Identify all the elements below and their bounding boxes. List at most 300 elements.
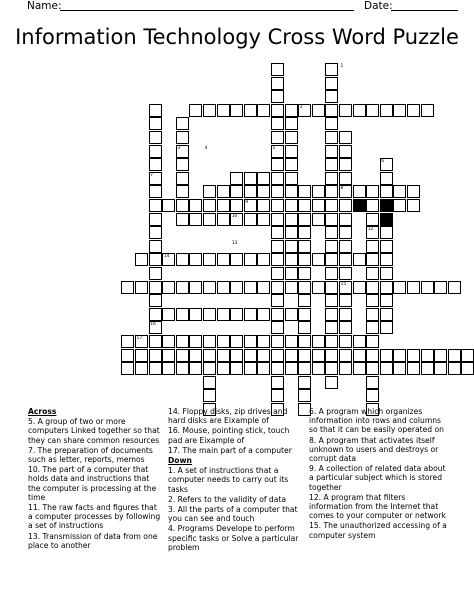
crossword-cell[interactable] (298, 376, 311, 389)
crossword-cell[interactable] (325, 172, 338, 185)
crossword-cell[interactable] (434, 362, 447, 375)
clue-number-5: 5 (272, 145, 276, 151)
crossword-cell[interactable] (271, 158, 284, 171)
crossword-cell[interactable] (325, 199, 338, 212)
crossword-cell[interactable] (271, 199, 284, 212)
crossword-cell[interactable] (162, 281, 175, 294)
crossword-cell[interactable] (380, 253, 393, 266)
crossword-cell[interactable] (366, 185, 379, 198)
crossword-cell[interactable] (217, 308, 230, 321)
crossword-cell[interactable] (366, 104, 379, 117)
crossword-cell[interactable] (135, 349, 148, 362)
crossword-cell[interactable] (149, 158, 162, 171)
clue-down-15: 15. The unauthorized accessing of a computer system (309, 521, 447, 540)
crossword-cell[interactable] (312, 213, 325, 226)
crossword-cell[interactable] (380, 308, 393, 321)
crossword-cell[interactable] (285, 281, 298, 294)
crossword-cell[interactable] (203, 104, 216, 117)
crossword-cell[interactable] (298, 267, 311, 280)
crossword-cell[interactable] (176, 253, 189, 266)
crossword-cell[interactable] (203, 389, 216, 402)
crossword-cell[interactable] (366, 267, 379, 280)
down-heading: Down (168, 456, 192, 466)
crossword-cell[interactable] (162, 362, 175, 375)
crossword-cell[interactable] (353, 362, 366, 375)
crossword-cell[interactable] (244, 281, 257, 294)
crossword-cell[interactable] (285, 240, 298, 253)
crossword-cell[interactable] (271, 172, 284, 185)
crossword-cell[interactable] (421, 349, 434, 362)
crossword-cell[interactable] (325, 104, 338, 117)
crossword-cell[interactable] (271, 321, 284, 334)
page-title: Information Technology Cross Word Puzzle (15, 25, 459, 49)
crossword-cell[interactable] (407, 281, 420, 294)
crossword-cell[interactable] (325, 321, 338, 334)
crossword-cell[interactable] (176, 199, 189, 212)
crossword-cell[interactable] (203, 185, 216, 198)
crossword-cell[interactable] (339, 104, 352, 117)
crossword-cell[interactable] (149, 349, 162, 362)
crossword-cell[interactable] (380, 267, 393, 280)
crossword-cell[interactable] (121, 362, 134, 375)
crossword-cell[interactable] (257, 349, 270, 362)
crossword-cell[interactable] (149, 199, 162, 212)
crossword-cell[interactable] (448, 349, 461, 362)
crossword-cell[interactable] (380, 185, 393, 198)
crossword-cell[interactable] (353, 253, 366, 266)
clue-across-16: 16. Mouse, pointing stick, touch pad are Eixample of (168, 426, 290, 445)
crossword-cell[interactable] (285, 145, 298, 158)
crossword-cell[interactable] (203, 213, 216, 226)
crossword-cell[interactable] (366, 335, 379, 348)
crossword-cell[interactable] (257, 362, 270, 375)
crossword-cell[interactable] (271, 267, 284, 280)
crossword-cell[interactable] (325, 349, 338, 362)
crossword-cell[interactable] (149, 240, 162, 253)
crossword-cell[interactable] (339, 253, 352, 266)
crossword-cell[interactable] (366, 240, 379, 253)
crossword-cell[interactable] (366, 349, 379, 362)
crossword-cell[interactable] (339, 131, 352, 144)
crossword-cell[interactable] (325, 77, 338, 90)
crossword-cell[interactable] (393, 199, 406, 212)
crossword-cell[interactable] (366, 376, 379, 389)
crossword-cell[interactable] (271, 281, 284, 294)
crossword-cell[interactable] (230, 104, 243, 117)
crossword-cell[interactable] (285, 104, 298, 117)
crossword-cell[interactable] (271, 213, 284, 226)
crossword-cell[interactable] (162, 199, 175, 212)
crossword-cell[interactable] (176, 117, 189, 130)
crossword-cell[interactable] (366, 362, 379, 375)
crossword-cell[interactable] (271, 335, 284, 348)
crossword-cell[interactable] (366, 308, 379, 321)
crossword-cell[interactable] (339, 172, 352, 185)
crossword-cell[interactable] (230, 185, 243, 198)
crossword-cell[interactable] (257, 281, 270, 294)
crossword-cell[interactable] (325, 362, 338, 375)
crossword-cell[interactable] (366, 253, 379, 266)
crossword-cell[interactable] (149, 117, 162, 130)
crossword-cell[interactable] (353, 281, 366, 294)
crossword-cell[interactable] (407, 185, 420, 198)
crossword-cell[interactable] (149, 253, 162, 266)
crossword-cell[interactable] (339, 349, 352, 362)
crossword-cell[interactable] (271, 117, 284, 130)
crossword-cell[interactable] (285, 362, 298, 375)
crossword-cell[interactable] (407, 104, 420, 117)
crossword-cell[interactable] (230, 335, 243, 348)
crossword-cell[interactable] (203, 281, 216, 294)
crossword-cell[interactable] (298, 253, 311, 266)
crossword-cell[interactable] (393, 362, 406, 375)
crossword-cell[interactable] (325, 281, 338, 294)
crossword-cell[interactable] (271, 349, 284, 362)
crossword-cell[interactable] (271, 185, 284, 198)
crossword-cell[interactable] (244, 362, 257, 375)
crossword-cell[interactable] (189, 335, 202, 348)
crossword-cell[interactable] (176, 131, 189, 144)
crossword-cell[interactable] (298, 185, 311, 198)
crossword-cell[interactable] (312, 281, 325, 294)
crossword-cell[interactable] (298, 389, 311, 402)
crossword-cell[interactable] (312, 362, 325, 375)
crossword-cell[interactable] (285, 349, 298, 362)
crossword-cell[interactable] (176, 349, 189, 362)
clue-across-7: 7. The preparation of documents such as letter, reports, memos (28, 445, 153, 465)
crossword-cell[interactable] (461, 362, 474, 375)
crossword-cell[interactable] (271, 294, 284, 307)
crossword-cell[interactable] (217, 281, 230, 294)
crossword-cell[interactable] (176, 213, 189, 226)
crossword-cell[interactable] (257, 199, 270, 212)
crossword-cell[interactable] (285, 267, 298, 280)
crossword-cell[interactable] (189, 308, 202, 321)
crossword-cell[interactable] (353, 185, 366, 198)
crossword-cell[interactable] (366, 281, 379, 294)
crossword-cell[interactable] (407, 362, 420, 375)
crossword-cell[interactable] (339, 362, 352, 375)
crossword-cell[interactable] (298, 335, 311, 348)
crossword-cell[interactable] (257, 185, 270, 198)
crossword-cell[interactable] (271, 90, 284, 103)
crossword-cell[interactable] (285, 226, 298, 239)
clue-number-2: 2 (299, 104, 303, 110)
crossword-cell[interactable] (271, 77, 284, 90)
crossword-cell[interactable] (298, 308, 311, 321)
crossword-cell[interactable] (271, 362, 284, 375)
crossword-cell[interactable] (325, 376, 338, 389)
crossword-cell[interactable] (353, 335, 366, 348)
crossword-cell[interactable] (217, 213, 230, 226)
crossword-cell[interactable] (149, 308, 162, 321)
crossword-cell[interactable] (285, 199, 298, 212)
crossword-cell[interactable] (176, 308, 189, 321)
crossword-cell[interactable] (312, 253, 325, 266)
crossword-cell[interactable] (162, 308, 175, 321)
crossword-cell[interactable] (230, 281, 243, 294)
crossword-cell[interactable] (257, 213, 270, 226)
crossword-cell[interactable] (149, 213, 162, 226)
crossword-cell[interactable] (230, 172, 243, 185)
crossword-cell[interactable] (217, 362, 230, 375)
crossword-cell[interactable] (339, 267, 352, 280)
crossword-cell[interactable] (189, 199, 202, 212)
crossword-cell[interactable] (366, 294, 379, 307)
crossword-cell[interactable] (298, 240, 311, 253)
crossword-cell[interactable] (325, 185, 338, 198)
crossword-cell[interactable] (176, 362, 189, 375)
crossword-cell[interactable] (298, 321, 311, 334)
crossword-cell[interactable] (298, 294, 311, 307)
crossword-cell[interactable] (285, 335, 298, 348)
crossword-cell[interactable] (149, 185, 162, 198)
crossword-cell[interactable] (149, 267, 162, 280)
crossword-cell[interactable] (325, 117, 338, 130)
crossword-cell[interactable] (312, 185, 325, 198)
crossword-cell[interactable] (203, 376, 216, 389)
crossword-black-cell (380, 199, 393, 212)
crossword-cell[interactable] (203, 253, 216, 266)
crossword-cell[interactable] (421, 362, 434, 375)
crossword-cell[interactable] (339, 145, 352, 158)
crossword-cell[interactable] (121, 281, 134, 294)
clues-column-3 (309, 407, 449, 541)
crossword-cell[interactable] (285, 117, 298, 130)
crossword-cell[interactable] (393, 281, 406, 294)
crossword-cell[interactable] (135, 253, 148, 266)
clue-down-2: 2. Refers to the validity of data (168, 494, 287, 504)
crossword-cell[interactable] (285, 131, 298, 144)
crossword-cell[interactable] (285, 158, 298, 171)
crossword-cell[interactable] (162, 335, 175, 348)
crossword-cell[interactable] (285, 185, 298, 198)
crossword-cell[interactable] (149, 226, 162, 239)
crossword-cell[interactable] (149, 362, 162, 375)
crossword-cell[interactable] (257, 335, 270, 348)
crossword-cell[interactable] (380, 349, 393, 362)
crossword-cell[interactable] (189, 253, 202, 266)
crossword-cell[interactable] (339, 240, 352, 253)
crossword-cell[interactable] (298, 213, 311, 226)
crossword-cell[interactable] (162, 349, 175, 362)
crossword-cell[interactable] (121, 349, 134, 362)
crossword-cell[interactable] (339, 213, 352, 226)
crossword-cell[interactable] (203, 199, 216, 212)
crossword-cell[interactable] (407, 199, 420, 212)
crossword-cell[interactable] (366, 389, 379, 402)
crossword-cell[interactable] (285, 308, 298, 321)
crossword-cell[interactable] (366, 199, 379, 212)
crossword-cell[interactable] (149, 145, 162, 158)
crossword-cell[interactable] (257, 172, 270, 185)
crossword-cell[interactable] (121, 335, 134, 348)
crossword-cell[interactable] (325, 63, 338, 76)
crossword-cell[interactable] (217, 349, 230, 362)
crossword-cell[interactable] (380, 281, 393, 294)
crossword-cell[interactable] (339, 294, 352, 307)
clue-number-17: 17 (136, 336, 143, 341)
clue-number-16: 16 (150, 322, 156, 328)
crossword-cell[interactable] (176, 185, 189, 198)
clue-number-9: 9 (245, 200, 249, 205)
crossword-cell[interactable] (230, 362, 243, 375)
clue-across-17: 17. The main part of a computer (168, 445, 292, 455)
name-field-line[interactable] (60, 10, 354, 11)
crossword-cell[interactable] (366, 321, 379, 334)
crossword-cell[interactable] (461, 349, 474, 362)
crossword-cell[interactable] (203, 308, 216, 321)
crossword-cell[interactable] (135, 281, 148, 294)
crossword-cell[interactable] (230, 308, 243, 321)
crossword-cell[interactable] (298, 362, 311, 375)
crossword-cell[interactable] (448, 362, 461, 375)
crossword-cell[interactable] (434, 349, 447, 362)
crossword-cell[interactable] (217, 199, 230, 212)
crossword-cell[interactable] (230, 199, 243, 212)
crossword-cell[interactable] (312, 199, 325, 212)
crossword-cell[interactable] (353, 349, 366, 362)
crossword-cell[interactable] (325, 240, 338, 253)
crossword-cell[interactable] (271, 389, 284, 402)
crossword-cell[interactable] (380, 321, 393, 334)
crossword-cell[interactable] (271, 226, 284, 239)
crossword-cell[interactable] (325, 90, 338, 103)
crossword-cell[interactable] (393, 104, 406, 117)
crossword-cell[interactable] (189, 213, 202, 226)
crossword-cell[interactable] (230, 349, 243, 362)
crossword-cell[interactable] (339, 199, 352, 212)
clue-number-12: 12 (367, 227, 374, 233)
crossword-cell[interactable] (217, 185, 230, 198)
crossword-cell[interactable] (380, 104, 393, 117)
crossword-cell[interactable] (257, 253, 270, 266)
crossword-cell[interactable] (380, 294, 393, 307)
crossword-cell[interactable] (257, 104, 270, 117)
crossword-cell[interactable] (312, 335, 325, 348)
clue-number-1: 1 (340, 64, 344, 69)
clue-number-10: 10 (231, 213, 238, 219)
crossword-cell[interactable] (285, 253, 298, 266)
crossword-cell[interactable] (339, 335, 352, 348)
crossword-cell[interactable] (149, 104, 162, 117)
date-label: Date: (364, 0, 393, 12)
crossword-cell[interactable] (325, 158, 338, 171)
crossword-cell[interactable] (393, 185, 406, 198)
crossword-cell[interactable] (407, 349, 420, 362)
crossword-cell[interactable] (189, 349, 202, 362)
crossword-cell[interactable] (230, 253, 243, 266)
crossword-cell[interactable] (176, 281, 189, 294)
crossword-cell[interactable] (203, 335, 216, 348)
crossword-cell[interactable] (380, 172, 393, 185)
crossword-cell[interactable] (448, 281, 461, 294)
crossword-cell[interactable] (135, 362, 148, 375)
crossword-cell[interactable] (285, 172, 298, 185)
crossword-cell[interactable] (271, 308, 284, 321)
clue-number-13: 13 (231, 240, 238, 246)
crossword-cell[interactable] (285, 213, 298, 226)
crossword-cell[interactable] (325, 226, 338, 239)
crossword-cell[interactable] (271, 131, 284, 144)
crossword-cell[interactable] (434, 281, 447, 294)
crossword-cell[interactable] (312, 104, 325, 117)
crossword-cell[interactable] (176, 172, 189, 185)
crossword-cell[interactable] (271, 240, 284, 253)
crossword-cell[interactable] (271, 376, 284, 389)
crossword-cell[interactable] (217, 335, 230, 348)
crossword-cell[interactable] (244, 104, 257, 117)
crossword-cell[interactable] (380, 226, 393, 239)
crossword-cell[interactable] (149, 131, 162, 144)
crossword-cell[interactable] (189, 281, 202, 294)
crossword-cell[interactable] (244, 185, 257, 198)
crossword-cell[interactable] (380, 240, 393, 253)
crossword-cell[interactable] (189, 104, 202, 117)
crossword-cell[interactable] (244, 213, 257, 226)
crossword-cell[interactable] (353, 104, 366, 117)
crossword-cell[interactable] (149, 335, 162, 348)
clue-down-1: 1. A set of instructions that a computer needs to carry out its tasks (168, 466, 289, 494)
crossword-cell[interactable] (149, 294, 162, 307)
crossword-cell[interactable] (325, 145, 338, 158)
crossword-cell[interactable] (217, 104, 230, 117)
crossword-cell[interactable] (312, 349, 325, 362)
crossword-cell[interactable] (325, 267, 338, 280)
crossword-cell[interactable] (325, 131, 338, 144)
crossword-cell[interactable] (339, 321, 352, 334)
crossword-cell[interactable] (325, 335, 338, 348)
crossword-cell[interactable] (176, 335, 189, 348)
crossword-cell[interactable] (339, 226, 352, 239)
crossword-cell[interactable] (339, 158, 352, 171)
crossword-cell[interactable] (271, 104, 284, 117)
crossword-cell[interactable] (244, 335, 257, 348)
crossword-cell[interactable] (325, 253, 338, 266)
crossword-cell[interactable] (421, 104, 434, 117)
crossword-cell[interactable] (189, 362, 202, 375)
date-field-line[interactable] (391, 10, 458, 11)
crossword-cell[interactable] (393, 349, 406, 362)
crossword-cell[interactable] (325, 213, 338, 226)
crossword-cell[interactable] (380, 362, 393, 375)
crossword-cell[interactable] (244, 308, 257, 321)
crossword-cell[interactable] (298, 349, 311, 362)
crossword-cell[interactable] (244, 253, 257, 266)
crossword-cell[interactable] (244, 349, 257, 362)
crossword-cell[interactable] (298, 226, 311, 239)
crossword-cell[interactable] (271, 63, 284, 76)
clue-number-11: 11 (381, 213, 388, 219)
crossword-cell[interactable] (325, 308, 338, 321)
crossword-cell[interactable] (271, 253, 284, 266)
clue-number-7: 7 (150, 172, 153, 178)
crossword-cell[interactable] (421, 281, 434, 294)
clue-down-4: 4. Programs Develope to perform specific tasks or Solve a particular problem (168, 524, 299, 552)
crossword-cell[interactable] (325, 294, 338, 307)
crossword-cell[interactable] (257, 308, 270, 321)
crossword-cell[interactable] (176, 158, 189, 171)
crossword-cell[interactable] (217, 253, 230, 266)
crossword-cell[interactable] (339, 308, 352, 321)
crossword-cell[interactable] (366, 213, 379, 226)
crossword-cell[interactable] (149, 281, 162, 294)
crossword-cell[interactable] (244, 172, 257, 185)
crossword-cell[interactable] (203, 349, 216, 362)
crossword-cell[interactable] (203, 362, 216, 375)
crossword-cell[interactable] (298, 281, 311, 294)
crossword-cell[interactable] (298, 199, 311, 212)
